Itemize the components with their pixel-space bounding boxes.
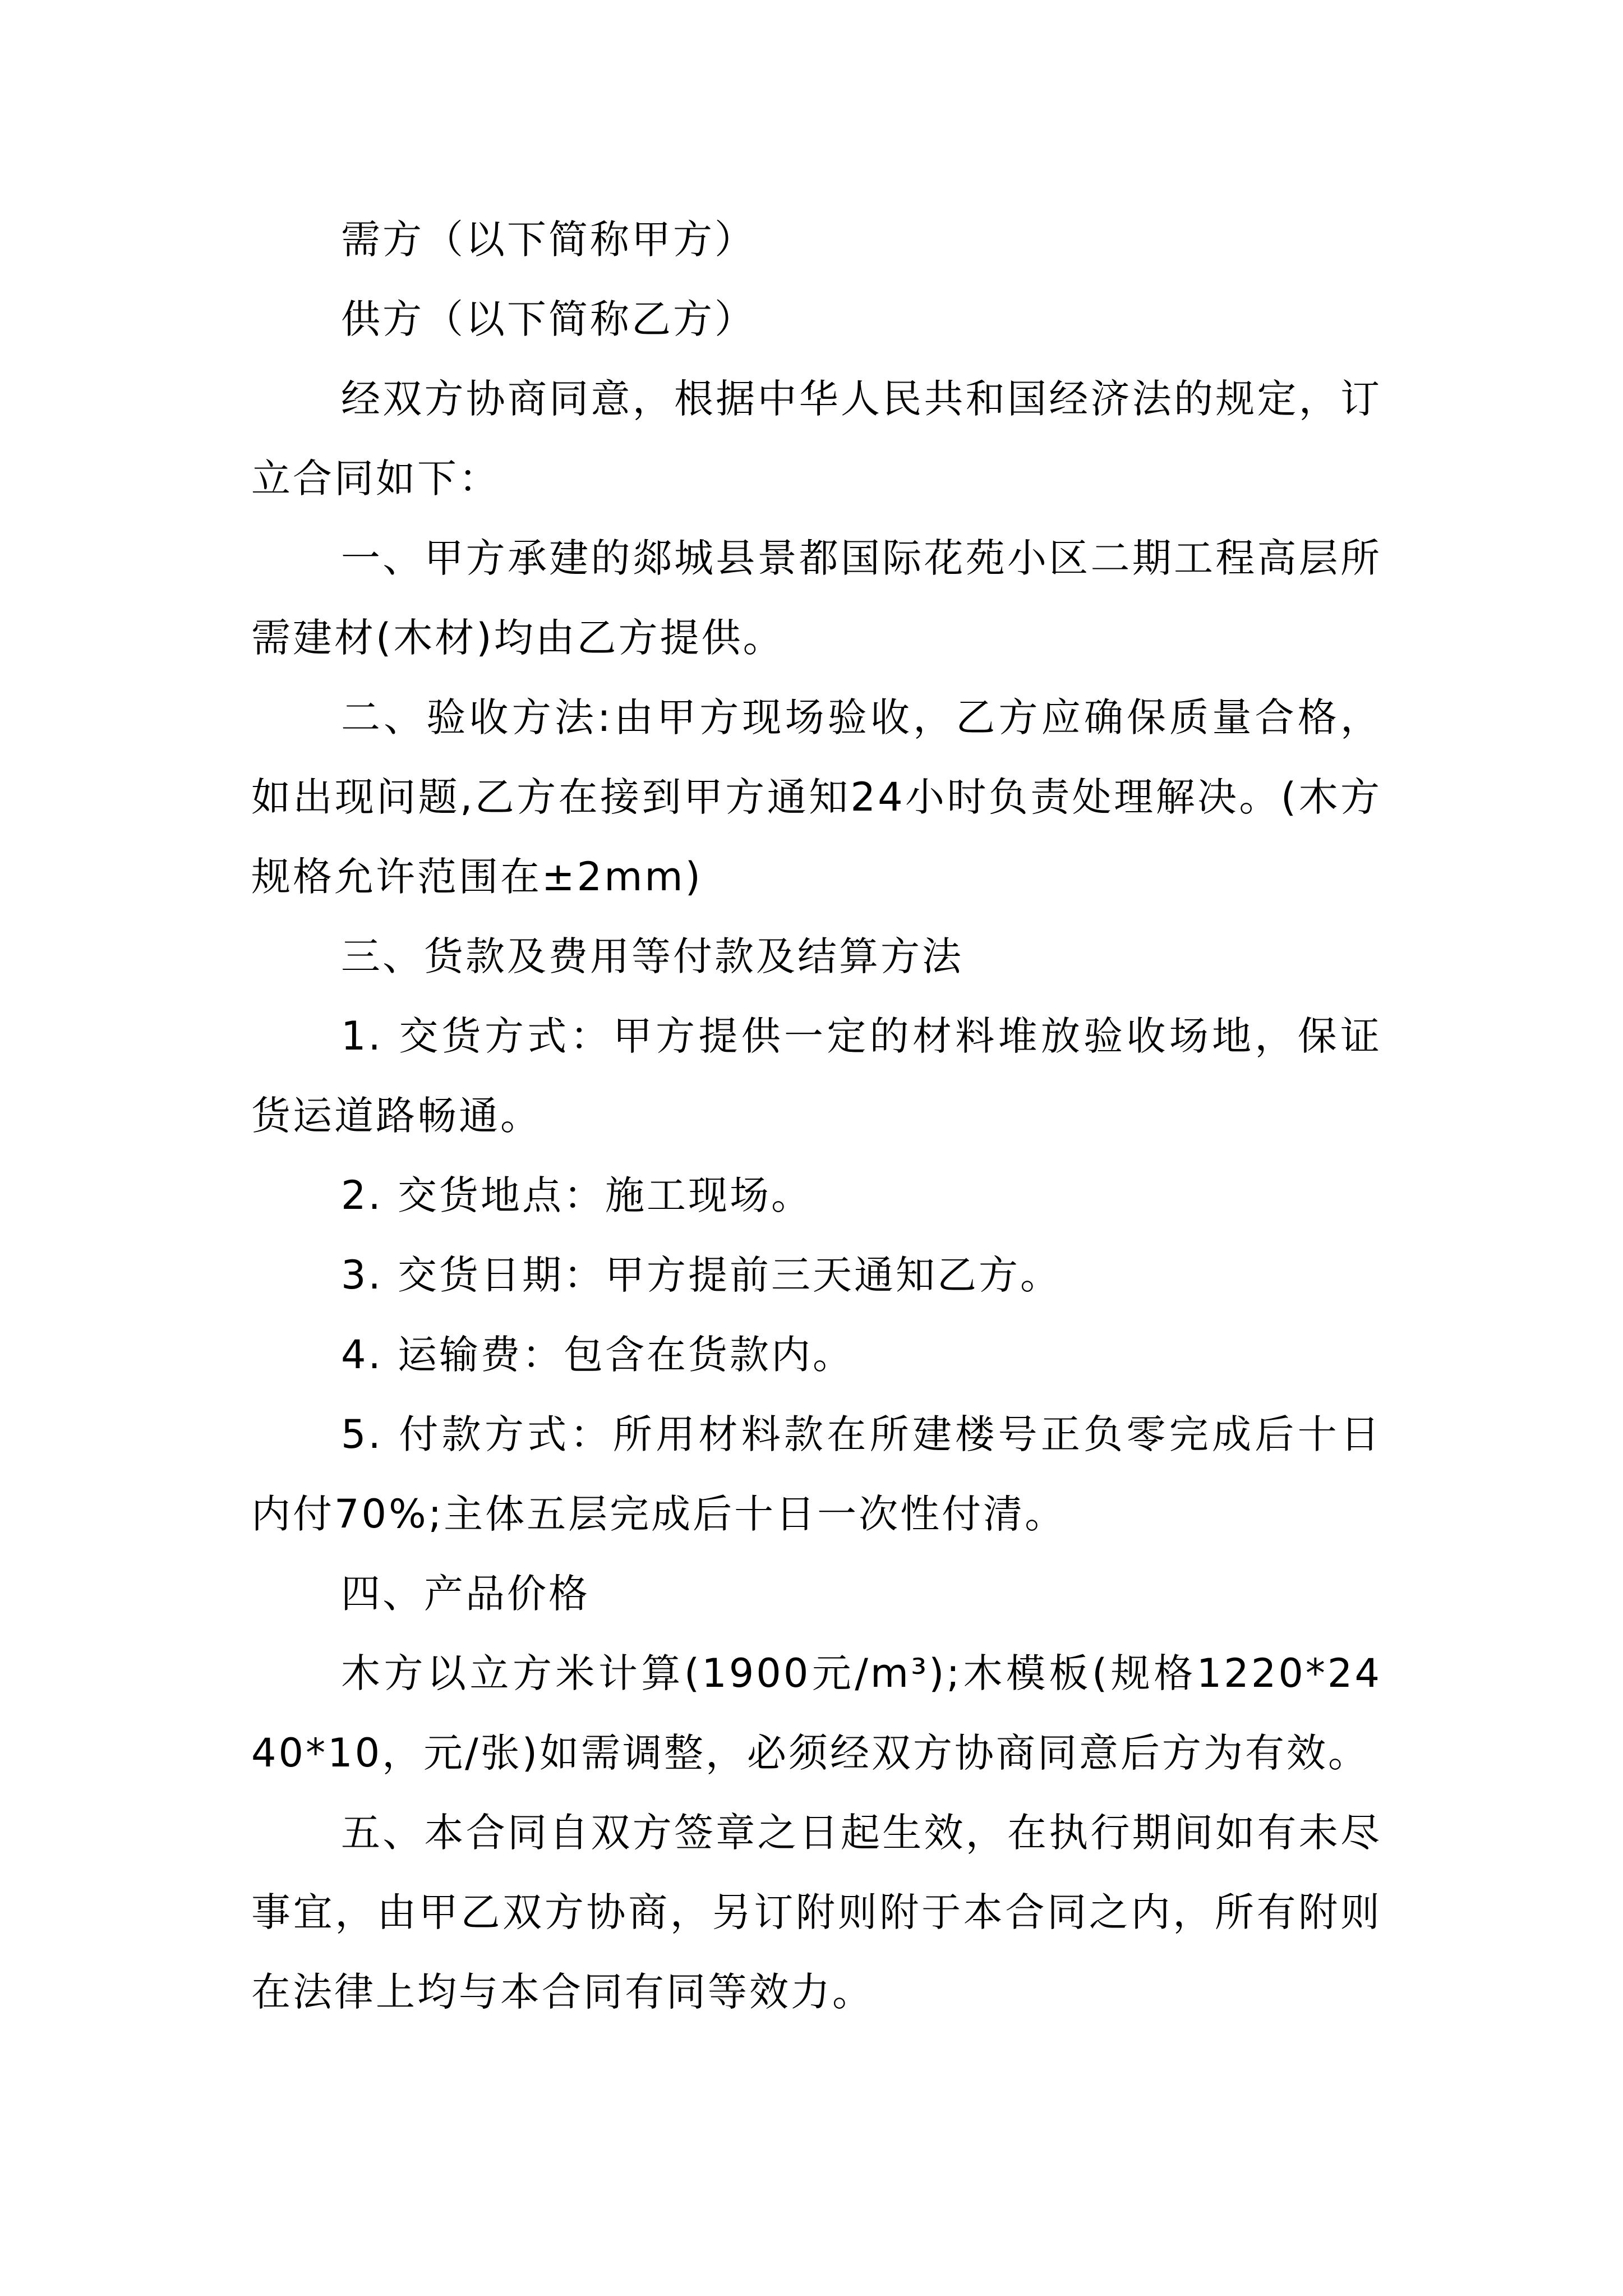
paragraph-item-2: 2. 交货地点：施工现场。 xyxy=(341,1172,813,1218)
paragraph-clause-3-heading: 三、货款及费用等付款及结算方法 xyxy=(341,933,963,979)
paragraph-demander: 需方（以下简称甲方） xyxy=(341,217,756,263)
paragraph-clause-1: 一、甲方承建的郯城县景都国际花苑小区二期工程高层所需建材(木材)均由乙方提供。 xyxy=(251,535,1382,661)
contract-body xyxy=(251,200,1382,2032)
paragraph-clause-4-heading: 四、产品价格 xyxy=(341,1571,590,1617)
paragraph-item-4: 4. 运输费：包含在货款内。 xyxy=(341,1332,855,1378)
paragraph-clause-2: 二、验收方法:由甲方现场验收，乙方应确保质量合格，如出现问题,乙方在接到甲方通知24小时负责处理解决。(木方规格允许范围在±2mm) xyxy=(251,694,1382,900)
paragraph-item-3: 3. 交货日期：甲方提前三天通知乙方。 xyxy=(341,1252,1062,1298)
paragraph-item-5: 5. 付款方式：所用材料款在所建楼号正负零完成后十日内付70%;主体五层完成后十日一次性付清。 xyxy=(251,1411,1382,1537)
paragraph-price: 木方以立方米计算(1900元/m³);木模板(规格1220*2440*10，元/张)如需调整，必须经双方协商同意后方为有效。 xyxy=(251,1650,1382,1776)
paragraph-agreement: 经双方协商同意，根据中华人民共和国经济法的规定，订立合同如下： xyxy=(251,376,1382,501)
paragraph-clause-5: 五、本合同自双方签章之日起生效，在执行期间如有未尽事宜，由甲乙双方协商，另订附则附于本合同之内，所有附则在法律上均与本合同有同等效力。 xyxy=(251,1810,1382,2015)
paragraph-item-1: 1. 交货方式：甲方提供一定的材料堆放验收场地，保证货运道路畅通。 xyxy=(251,1013,1382,1139)
paragraph-supplier: 供方（以下简称乙方） xyxy=(341,296,756,342)
